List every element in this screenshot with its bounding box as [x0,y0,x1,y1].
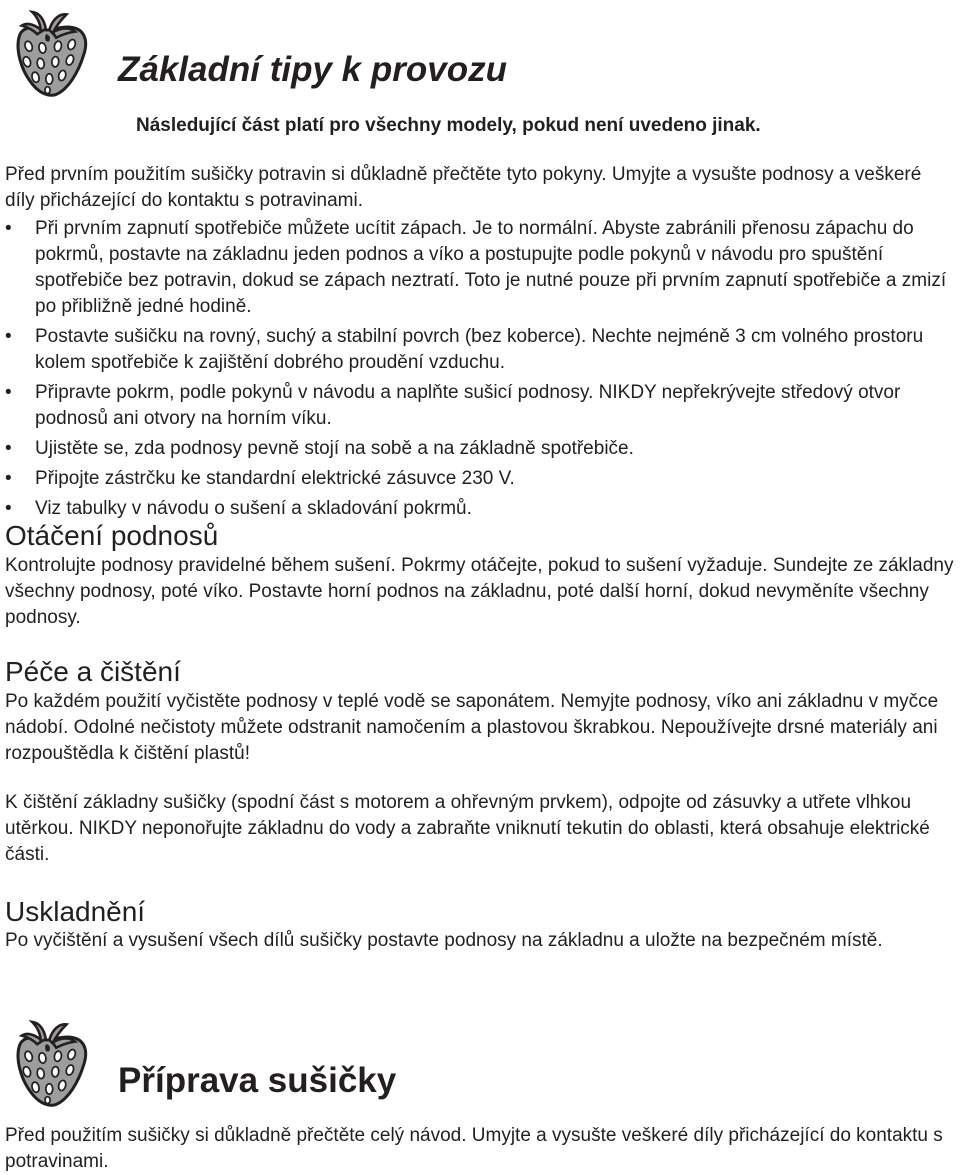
applicability-note: Následující část platí pro všechny modely, pokud není uvedeno jinak. [136,115,761,136]
list-item: • Připravte pokrm, podle pokynů v návodu a naplňte sušicí podnosy. NIKDY nepřekrývejte středový otvor podnosů ani otvory na horním víku. [5,382,901,429]
section-heading-preparation: Příprava sušičky [118,1061,397,1100]
list-item: • Postavte sušičku na rovný, suchý a stabilní povrch (bez koberce). Nechte nejméně 3 cm volného prostoru kolem spotřebiče k zajištění dobrého proudění vzduchu. [5,326,924,373]
list-item: • Viz tabulky v návodu o sušení a skladování pokrmů. [5,498,472,519]
list-item: • Při prvním zapnutí spotřebiče můžete ucítit zápach. Je to normální. Abyste zabránili přenosu zápachu do pokrmů, postavte na základnu jeden podnos a víko a postupujte podle pokynů v návodu pro spuštění spotřebiče bez potravin, dokud se zápach neztratí. Toto je nutné pouze při prvním zapnutí spotřebiče a zmizí po přibližně jedné hodině. [5,218,947,317]
list-item: • Připojte zástrčku ke standardní elektrické zásuvce 230 V. [5,468,515,489]
preparation-paragraph: Před použitím sušičky si důkladně přečtěte celý návod. Umyjte a vysušte veškeré díly přicházející do kontaktu s potravinami. [5,1125,943,1172]
care-paragraph-2: K čištění základny sušičky (spodní část s motorem a ohřevným prvkem), odpojte od zásuvky a utřete vlhkou utěrkou. NIKDY neponořujte základnu do vody a zabraňte vniknutí tekutin do oblasti, která obsahuje elektrické části. [5,792,930,865]
tray-rotation-paragraph: Kontrolujte podnosy pravidelné během sušení. Pokrmy otáčejte, pokud to sušení vyžaduje. Sundejte ze základny všechny podnosy, poté víko. Postavte horní podnos na základnu, poté další horní, dokud nevyměníte všechny podnosy. [5,555,954,628]
section-heading-tray-rotation: Otáčení podnosů [5,520,219,551]
storage-paragraph: Po vyčištění a vysušení všech dílů sušičky postavte podnosy na základnu a uložte na bezpečném místě. [5,930,883,951]
section-heading-care-cleaning: Péče a čištění [5,656,181,687]
strawberry-icon [8,2,94,106]
intro-paragraph: Před prvním použitím sušičky potravin si důkladně přečtěte tyto pokyny. Umyjte a vysušte podnosy a veškeré díly přicházející do kontaktu s potravinami. [5,164,922,211]
strawberry-icon [8,1012,94,1116]
section-heading-storage: Uskladnění [5,896,146,927]
page-title: Základní tipy k provozu [118,50,507,89]
tips-list [5,216,955,522]
list-item: • Ujistěte se, zda podnosy pevně stojí na sobě a na základně spotřebiče. [5,438,634,459]
section-basic-tips [5,162,955,526]
care-paragraph-1: Po každém použití vyčistěte podnosy v teplé vodě se saponátem. Nemyjte podnosy, víko ani základnu v myčce nádobí. Odolné nečistoty můžete odstranit namočením a plastovou škrabkou. Nepoužívejte drsné materiály ani rozpouštědla k čištění plastů! [5,691,939,764]
